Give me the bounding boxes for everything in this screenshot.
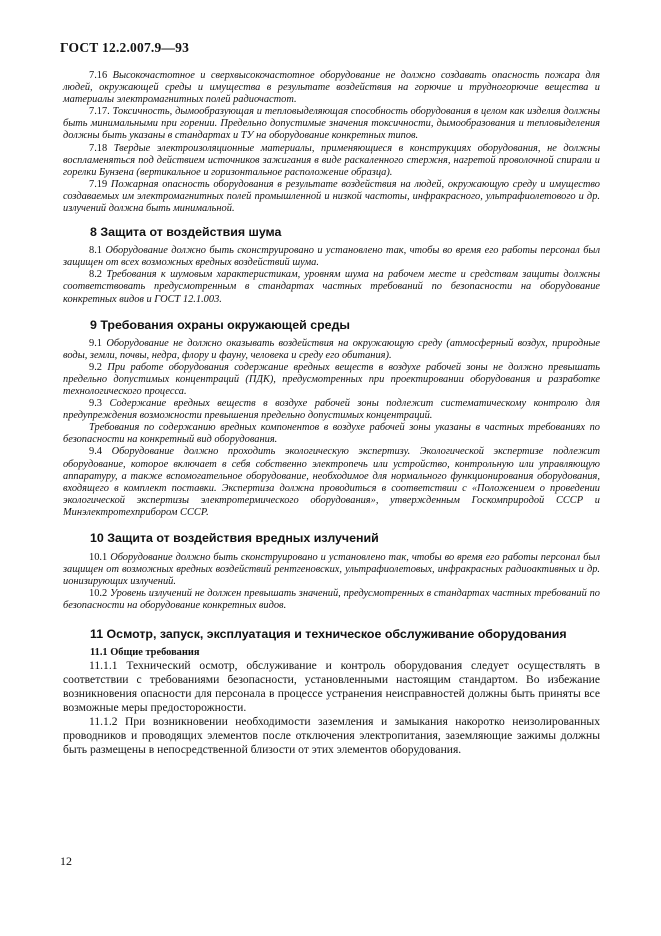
paragraph-text: Оборудование не должно оказывать воздействия на окружающую среду (атмосферный воздух, природные воды, земли, почвы, недра, флору и фауну, человека и среду его обитания). bbox=[63, 337, 600, 361]
paragraph-8-2 bbox=[63, 269, 600, 305]
section-9-heading: 9 Требования охраны окружающей среды bbox=[90, 317, 351, 332]
paragraph-10-1 bbox=[63, 552, 600, 588]
paragraph-number: 8.2 bbox=[89, 269, 102, 281]
paragraph-9-2 bbox=[63, 362, 600, 398]
section-8-heading: 8 Защита от воздействия шума bbox=[90, 225, 282, 240]
paragraph-7-19 bbox=[63, 179, 600, 215]
document-header: ГОСТ 12.2.007.9—93 bbox=[60, 40, 190, 55]
paragraph-7-17 bbox=[63, 106, 600, 142]
paragraph-text: Оборудование должно быть сконструировано и установлено так, чтобы во время его работы персонал был защищен от всех возможных вредных воздействий шума. bbox=[63, 245, 600, 269]
page-number: 12 bbox=[60, 854, 72, 868]
paragraph-number: 7.16 bbox=[89, 70, 108, 81]
paragraph-11-1-1: 11.1.1 Технический осмотр, обслуживание и контроль оборудования следует осуществлять в соответствии с требованиями безопасности, установленными настоящим стандартом. Во избежание возникновения опасности для персонала в процессе устранения неисправностей должны быть приняты все возможные меры предосторожности. bbox=[63, 659, 600, 715]
paragraph-number: 9.4 bbox=[89, 446, 102, 458]
paragraph-number: 9.2 bbox=[89, 361, 102, 373]
paragraph-text: Уровень излучений не должен превышать значений, предусмотренных в стандартах частных требований по безопасности на оборудование конкретных видов. bbox=[63, 588, 600, 612]
paragraph-9-3 bbox=[63, 398, 600, 422]
paragraph-text: Требования к шумовым характеристикам, уровням шума на рабочем месте и средствам защиты должны соответствовать предусмотренным в стандартах частных требований по безопасности на оборудование конкретных видов и ГОСТ 12.1.003. bbox=[63, 269, 600, 305]
paragraph-text: Высокочастотное и сверхвысокочастотное оборудование не должно создавать опасность пожара для людей, окружающей среды и имущества в результате воздействия на горючие и трудногорючие вещества и материалы электромагнитных полей радиочастот. bbox=[63, 70, 600, 106]
section-10-heading: 10 Защита от воздействия вредных излучений bbox=[90, 531, 379, 545]
section-11-heading: 11 Осмотр, запуск, эксплуатация и техническое обслуживание оборудования bbox=[90, 627, 567, 642]
paragraph-9-4 bbox=[63, 446, 600, 519]
paragraph-text: Оборудование должно быть сконструировано и установлено так, чтобы во время его работы персонал был защищен от возможных вредных воздействий рентгеновских, ультрафиолетовых, инфракрасных радиоактивных и др. ионизирующих излучений. bbox=[63, 552, 600, 588]
document-body bbox=[63, 70, 600, 757]
paragraph-9-3-continued: Требования по содержанию вредных компонентов в воздухе рабочей зоны указаны в частных требованиях по безопасности на конкретный вид оборудования. bbox=[63, 422, 600, 446]
paragraph-text: Пожарная опасность оборудования в результате воздействия на людей, окружающую среду и имущество создаваемых им электромагнитных полей промышленной и низкой частоты, инфракрасного, ультрафиолетового и др. излучений должна быть минимальной. bbox=[63, 178, 600, 215]
paragraph-number: 8.1 bbox=[89, 245, 102, 257]
paragraph-text: Токсичность, дымообразующая и тепловыделяющая способность оборудования в целом как изделия должны быть минимальными при горении. Предельно допустимые значения токсичности, дымообразования и тепловыделения должны быть указаны в стандартах и ТУ на оборудование конкретных типов. bbox=[63, 106, 600, 142]
paragraph-number: 9.3 bbox=[89, 398, 102, 410]
paragraph-number: 10.2 bbox=[89, 588, 108, 600]
paragraph-number: 10.1 bbox=[89, 552, 108, 563]
paragraph-7-16 bbox=[63, 70, 600, 106]
paragraph-number: 7.18 bbox=[89, 142, 108, 154]
paragraph-10-2 bbox=[63, 588, 600, 612]
paragraph-text: При работе оборудования содержание вредных веществ в воздухе рабочей зоны не должно превышать предельно допустимых концентраций (ПДК), предусмотренных при проектировании оборудования и разработке технологического процесса. bbox=[63, 361, 600, 397]
paragraph-number: 7.17. bbox=[89, 106, 110, 118]
paragraph-text: Содержание вредных веществ в воздухе рабочей зоны подлежит систематическому контролю для предупреждения возможности превышения предельно допустимых концентраций. bbox=[63, 398, 600, 422]
paragraph-text: Твердые электроизоляционные материалы, применяющиеся в конструкциях оборудования, не должны воспламеняться под действием источников зажигания в виде раскаленного стержня, нагретой проволочной спирали и горелки Бунзена (вертикальное и горизонтальное расположение образца). bbox=[63, 142, 600, 178]
paragraph-7-18 bbox=[63, 143, 600, 179]
subsection-11-1-heading: 11.1 Общие требования bbox=[90, 647, 200, 659]
paragraph-9-1 bbox=[63, 338, 600, 362]
paragraph-11-1-2: 11.1.2 При возникновении необходимости заземления и замыкания накоротко неизолированных проводников и проводящих элементов после отключения электропитания, заземляющие зажимы должны быть размещены в непосредственной близости от этих элементов оборудования. bbox=[63, 715, 600, 757]
paragraph-number: 9.1 bbox=[89, 337, 102, 349]
paragraph-number: 7.19 bbox=[89, 178, 108, 190]
paragraph-text: Оборудование должно проходить экологическую экспертизу. Экологической экспертизе подлежит оборудование, которое включает в себя собственно электропечь или устройство, контрольную или управляющую аппаратуру, а также вспомогательное оборудование, необходимое для нормального функционирования оборудования, входящего в комплект поставки. Экспертиза должна проводиться в соответствии с «Положением о проведении экологической экспертизы электротермического оборудования», утвержденным Госкомприродой СССР и Минэлектротехприбором СССР. bbox=[63, 446, 600, 518]
paragraph-8-1 bbox=[63, 245, 600, 269]
